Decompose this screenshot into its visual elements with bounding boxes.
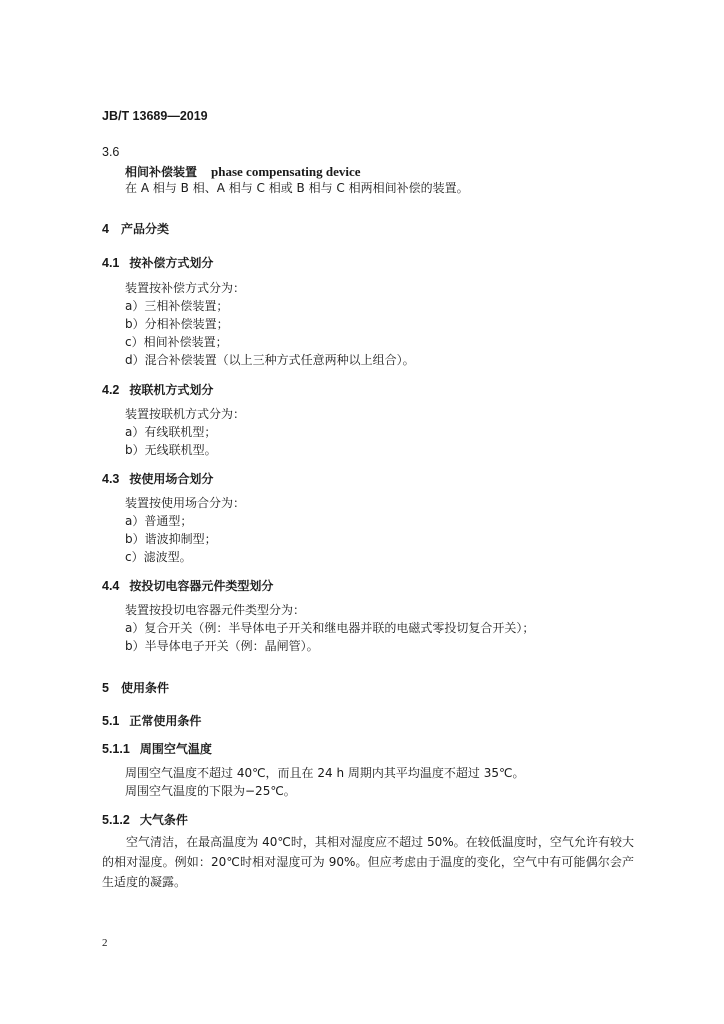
list-item: a）三相补偿装置； [125,299,229,313]
list-item: b）谐波抑制型； [125,532,217,546]
document-code: JB/T 13689—2019 [102,109,208,123]
subsection-number: 4.4 [102,579,120,593]
term-english: phase compensating device [211,164,361,179]
subsection-heading [102,381,213,397]
term-definition: 在 A 相与 B 相、A 相与 C 相或 B 相与 C 相两相间补偿的装置。 [125,181,469,195]
list-item: b）半导体电子开关（例：晶闸管）。 [125,639,319,653]
list-item: a）有线联机型； [125,425,217,439]
list-item: b）分相补偿装置； [125,317,229,331]
section-number: 5 [102,681,109,695]
list-item: d）混合补偿装置（以上三种方式任意两种以上组合）。 [125,353,415,367]
subsection-title: 按联机方式划分 [129,383,214,397]
section-heading [102,679,169,695]
clause-number: 5.1.1 [102,742,130,756]
list-item: a）普通型； [125,514,193,528]
section-heading [102,220,169,236]
term-heading [125,163,361,179]
term-number: 3.6 [102,145,120,159]
subsection-intro: 装置按投切电容器元件类型分为： [125,603,306,617]
list-item: b）无线联机型。 [125,443,217,457]
subsection-intro: 装置按补偿方式分为： [125,281,246,295]
subsection-title: 按补偿方式划分 [129,256,214,270]
term-chinese: 相间补偿装置 [125,165,198,179]
clause-text-line: 周围空气温度的下限为−25℃。 [125,784,296,798]
subsection-heading [102,254,213,270]
clause-text-line: 周围空气温度不超过 40℃，而且在 24 h 周期内其平均温度不超过 35℃。 [125,766,525,780]
clause-number: 5.1.2 [102,813,130,827]
clause-paragraph: 空气清洁，在最高温度为 40℃时，其相对湿度应不超过 50%。在较低温度时，空气允许有较大的相对湿度。例如：20℃时相对湿度可为 90%。但应考虑由于温度的变化，空气中有可能偶尔会产生适度的凝露。 [102,835,634,889]
subsection-number: 4.3 [102,472,120,486]
clause-heading [102,740,212,756]
subsection-title: 按投切电容器元件类型划分 [129,579,274,593]
page-number: 2 [102,937,108,949]
subsection-heading [102,577,273,593]
subsection-heading [102,712,201,728]
list-item: c）相间补偿装置； [125,335,228,349]
subsection-intro: 装置按使用场合分为： [125,496,246,510]
list-item: a）复合开关（例：半导体电子开关和继电器并联的电磁式零投切复合开关）； [125,621,535,635]
subsection-number: 4.2 [102,383,120,397]
subsection-number: 4.1 [102,256,120,270]
list-item: c）滤波型。 [125,550,192,564]
section-title: 产品分类 [120,222,169,236]
clause-title: 大气条件 [139,813,188,827]
section-title: 使用条件 [120,681,169,695]
section-number: 4 [102,222,109,236]
subsection-number: 5.1 [102,714,120,728]
subsection-intro: 装置按联机方式分为： [125,407,246,421]
subsection-heading [102,470,213,486]
clause-heading [102,811,188,827]
clause-title: 周围空气温度 [139,742,212,756]
subsection-title: 按使用场合划分 [129,472,214,486]
subsection-title: 正常使用条件 [129,714,202,728]
